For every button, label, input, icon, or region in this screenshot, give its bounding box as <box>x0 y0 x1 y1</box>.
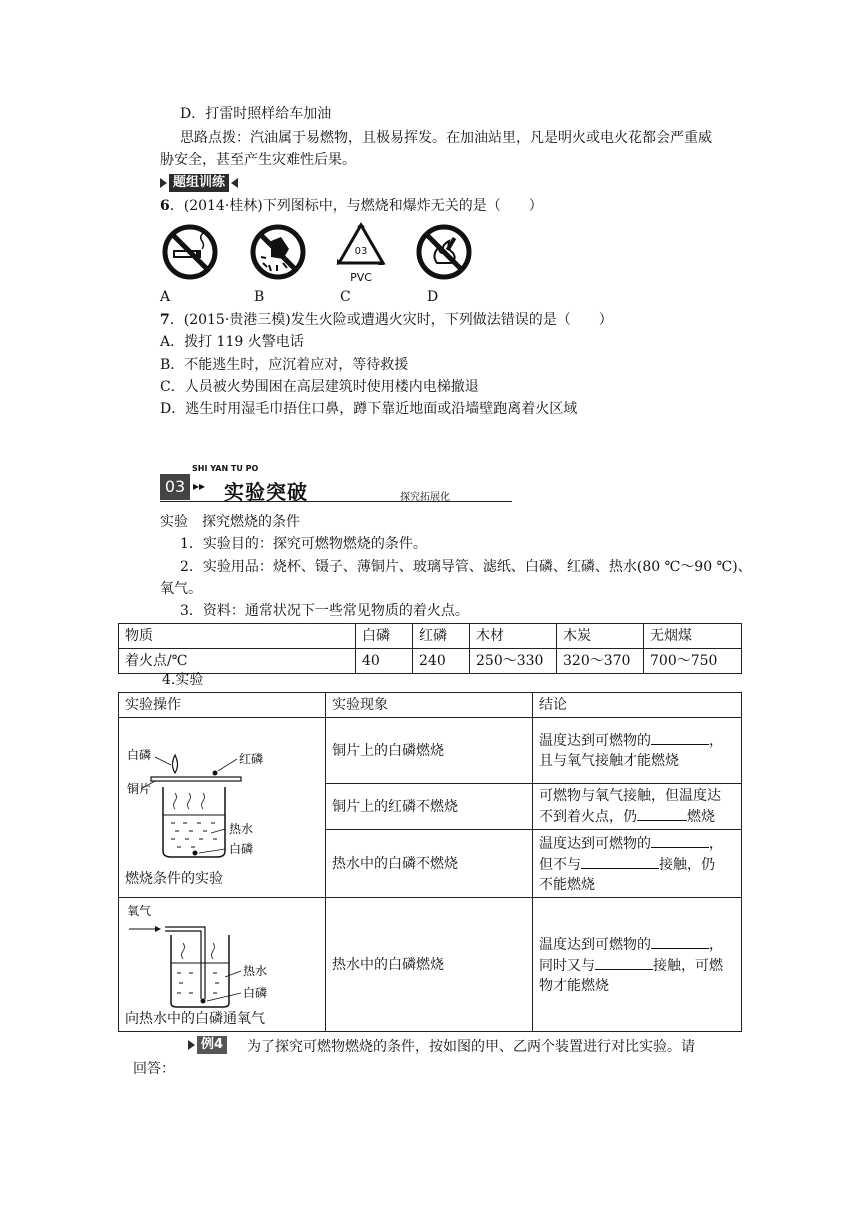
conclusion-text: 接触，可燃 <box>653 957 723 974</box>
q7-option-d: D．逃生时用湿毛巾捂住口鼻，蹲下靠近地面或沿墙壁跑离着火区域 <box>160 401 578 417</box>
conclusion-text: 同时又与 <box>539 957 595 974</box>
conclusion-text: 可燃物与氧气接触，但温度达 <box>539 788 721 804</box>
section-underline <box>160 501 512 502</box>
drill-tag <box>160 174 238 192</box>
label-red-phosphorus: 红磷 <box>239 752 264 766</box>
table-cell: 320～370 <box>557 649 644 674</box>
table-row <box>119 624 742 649</box>
section-subtitle: 探究拓展化 <box>400 492 450 503</box>
table-row <box>119 718 742 784</box>
example-tag-label: 例4 <box>197 1036 227 1054</box>
experiment-title: 实验 探究燃烧的条件 <box>160 514 300 530</box>
table-header-cell: 白磷 <box>356 624 413 649</box>
combustion-apparatus-figure <box>125 743 315 863</box>
question-7 <box>160 310 613 330</box>
table-row-label: 着火点/℃ <box>119 649 356 674</box>
experiment-purpose: 1．实验目的：探究可燃物燃烧的条件。 <box>180 536 427 552</box>
conclusion-text: 温度达到可燃物的 <box>539 936 651 953</box>
example-arrow-icon <box>188 1040 195 1050</box>
table-header-cell: 物质 <box>119 624 356 649</box>
conclusion-text: 不能燃烧 <box>539 876 595 893</box>
q7-option-b: B．不能逃生时，应沉着应对，等待救援 <box>160 357 409 373</box>
answer-blank[interactable] <box>595 955 653 970</box>
conclusion-text: ， <box>709 936 723 953</box>
label-white-phosphorus: 白磷 <box>127 748 152 762</box>
option-d: D．打雷时照样给车加油 <box>180 106 332 122</box>
table-cell: 250～330 <box>470 649 557 674</box>
label-white-phosphorus-2: 白磷 <box>229 842 254 856</box>
option-b-label: B <box>254 289 265 305</box>
option-a-label: A <box>160 289 171 305</box>
conclusion-text: 接触，仍 <box>659 856 715 873</box>
question-6-text: ．(2014·桂林)下列图标中，与燃烧和爆炸无关的是（ ） <box>169 198 543 214</box>
recycle-pvc-text: PVC <box>350 271 372 284</box>
no-open-flame-icon <box>415 223 473 281</box>
conclusion-text: 且与氧气接触才能燃烧 <box>539 753 679 769</box>
recycle-code-text: 03 <box>354 246 368 257</box>
q7-option-a: A．拨打 119 火警电话 <box>160 334 304 350</box>
label-white-phosphorus-3: 白磷 <box>243 986 268 1000</box>
figure-1-caption: 燃烧条件的实验 <box>125 871 223 887</box>
no-fireworks-icon <box>249 223 307 281</box>
answer-blank[interactable] <box>637 806 687 821</box>
hint-line-2: 胁安全，甚至产生灾难性后果。 <box>160 152 356 168</box>
phenomenon-cell: 热水中的白磷不燃烧 <box>326 830 533 898</box>
conclusion-text: 温度达到可燃物的 <box>539 835 651 852</box>
tag-arrow-left-icon <box>231 178 238 188</box>
phenomenon-cell: 铜片上的红磷不燃烧 <box>326 784 533 830</box>
table-header-cell: 木材 <box>470 624 557 649</box>
conclusion-text: ， <box>709 733 723 749</box>
conclusion-cell <box>533 898 742 1032</box>
table-row <box>119 649 742 674</box>
question-6-number: 6 <box>160 198 170 214</box>
experiment-materials-2: 氧气。 <box>160 581 202 597</box>
section-arrow-icon: ▸▸ <box>193 479 206 493</box>
answer-blank[interactable] <box>651 934 709 949</box>
table-header-cell: 无烟煤 <box>644 624 742 649</box>
label-hot-water: 热水 <box>229 822 254 836</box>
conclusion-text: ， <box>709 835 723 852</box>
section-pinyin: SHI YAN TU PO <box>192 464 259 473</box>
section-title: 实验突破 <box>224 480 308 504</box>
figure-2-caption: 向热水中的白磷通氧气 <box>125 1011 265 1027</box>
hint-line-1: 思路点拨：汽油属于易燃物，且极易挥发。在加油站里，凡是明火或电火花都会严重威 <box>180 130 712 146</box>
conclusion-text: 物才能燃烧 <box>539 977 609 994</box>
oxygen-apparatus-figure <box>125 903 315 1009</box>
table-header-cell: 木炭 <box>557 624 644 649</box>
figure-cell-1 <box>119 718 326 898</box>
question-7-text: ．(2015·贵港三模)发生火险或遭遇火灾时，下列做法错误的是（ ） <box>169 312 613 328</box>
label-hot-water-2: 热水 <box>243 964 268 978</box>
conclusion-text: 温度达到可燃物的 <box>539 733 651 749</box>
question-6 <box>160 196 543 216</box>
answer-blank[interactable] <box>651 833 709 848</box>
label-copper-sheet: 铜片 <box>127 782 152 796</box>
table-cell: 700～750 <box>644 649 742 674</box>
conclusion-cell <box>533 784 742 830</box>
example-tag <box>188 1036 227 1054</box>
conclusion-cell <box>533 830 742 898</box>
tag-arrow-right-icon <box>160 178 167 188</box>
conclusion-text: 但不与 <box>539 856 581 873</box>
example-line-1: 为了探究可燃物燃烧的条件，按如图的甲、乙两个装置进行对比实验。请 <box>247 1039 695 1055</box>
phenomenon-cell: 热水中的白磷燃烧 <box>326 898 533 1032</box>
experiment-heading: 4.实验 <box>162 672 204 688</box>
recycle-pvc-icon <box>333 221 389 287</box>
table-header-cell: 红磷 <box>413 624 470 649</box>
phenomenon-cell: 铜片上的白磷燃烧 <box>326 718 533 784</box>
experiment-data-intro: 3．资料：通常状况下一些常见物质的着火点。 <box>180 603 469 619</box>
no-smoking-icon <box>161 223 219 281</box>
q7-option-c: C．人员被火势围困在高层建筑时使用楼内电梯撤退 <box>160 379 479 395</box>
figure-cell-2 <box>119 898 326 1032</box>
option-d-label: D <box>427 289 439 305</box>
answer-blank[interactable] <box>651 730 709 745</box>
ignition-point-table <box>118 623 742 674</box>
table-row <box>119 898 742 1032</box>
section-number: 03 <box>160 474 190 500</box>
label-oxygen: 氧气 <box>127 904 152 918</box>
experiment-table <box>118 692 742 1032</box>
drill-tag-label: 题组训练 <box>169 174 229 192</box>
example-line-2: 回答： <box>133 1061 175 1077</box>
table-header-cell: 实验操作 <box>119 693 326 718</box>
table-header-cell: 实验现象 <box>326 693 533 718</box>
table-cell: 240 <box>413 649 470 674</box>
conclusion-cell <box>533 718 742 784</box>
table-cell: 40 <box>356 649 413 674</box>
option-c-label: C <box>340 289 351 305</box>
experiment-materials-1: 2．实验用品：烧杯、镊子、薄铜片、玻璃导管、滤纸、白磷、红磷、热水(80 ℃～90 ℃)、 <box>180 559 752 575</box>
conclusion-text: 燃烧 <box>687 809 715 825</box>
question-7-number: 7 <box>160 312 170 328</box>
table-header-cell: 结论 <box>533 693 742 718</box>
answer-blank[interactable] <box>581 854 659 869</box>
table-row <box>119 693 742 718</box>
conclusion-text: 不到着火点，仍 <box>539 809 637 825</box>
